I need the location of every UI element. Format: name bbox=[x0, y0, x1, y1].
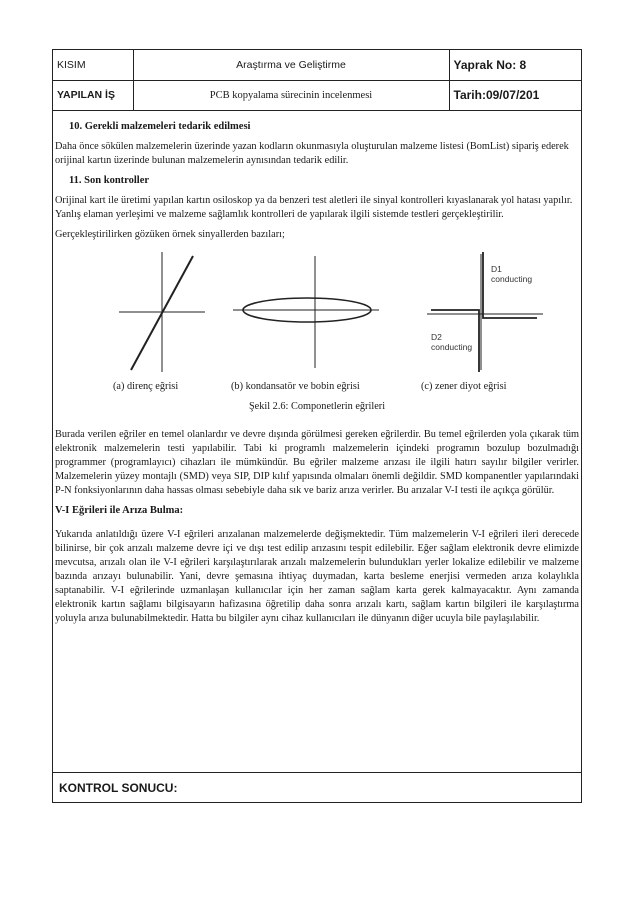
caption-b: (b) kondansatör ve bobin eğrisi bbox=[231, 381, 360, 392]
caption-c: (c) zener diyot eğrisi bbox=[421, 381, 507, 392]
resistor-curve-figure bbox=[117, 250, 207, 374]
figure-curves bbox=[55, 250, 579, 380]
section-11-title: 11. Son kontroller bbox=[69, 175, 150, 186]
control-result: KONTROL SONUCU: bbox=[53, 772, 581, 802]
section-10-title: 10. Gerekli malzemeleri tedarik edilmesi bbox=[69, 121, 251, 132]
d2-label: D2 bbox=[431, 332, 442, 342]
header-table bbox=[53, 50, 581, 111]
d1-sub: conducting bbox=[491, 274, 533, 284]
section-11-text: Orijinal kart ile üretimi yapılan kartın osiloskop ya da benzeri test aletleri ile sinyal kontrolleri kıyaslanarak yol hatası yapılır. Yanlış elaman yerleşimi ve malzeme sağlamlık kontrolleri de yapılarak ilgili sistemde testleri gerçekleştirilir. bbox=[55, 195, 573, 220]
body-paragraph-2: Yukarıda anlatıldığı üzere V-I eğrileri arızalanan malzemelerde değişmektedir. Tüm malzemelerin V-I eğrileri ileri derecede bilinirse, bir çok arızalı malzeme devre içi ve dışı test edilip arızasını tespit edilebilir. Eğer sağlam elektronik devre elimizde mevcutsa, arızalı olan ile V-I eğrileri karşılaştırılarak arızalı malzemelerin bulundukları yerler lokalize edilebilir ve malzeme bazında arızayı bulunabilir. Yani, devre şemasına ihtiyaç duymadan, karta besleme enerjisi vermeden arıza kolaylıkla saptanabilir. V-I eğrilerinde uzmanlaşan kullanıcılar için her zaman sağlam karta gerek kalmayacaktır. Aynı zamanda elektronik kartın sağlamı bilgisayarın hafizasına öğretilip daha sonra arızalı kartı, sağlam kartın bilgileri ile karşılaştırma yoluyla arıza bulunabilmektedir. Hatta bu bilgiler aynı cihaz kullanıcıları ile dünyanın diğer ucuyla bile paylaşılabilir. bbox=[55, 529, 579, 624]
caption-a: (a) direnç eğrisi bbox=[113, 381, 179, 392]
d2-sub: conducting bbox=[431, 342, 473, 352]
kisim-label: KISIM bbox=[53, 50, 133, 80]
body-paragraph-1: Burada verilen eğriler en temel olanlardır ve devre dışında görülmesi gereken eğrilerdir. Bu temel eğrilerden yola çıkarak tüm elektronik malzemelerin testi yapılabilir. Tabi ki programlı malzemelerin içindeki programın bozulup bozulmadığı programmer (programlayıcı) cihazları ile mümkündür. Bu eğriler malzeme arızası ile ilgili hatırı sayılır bilgiler verirler. Malzemelerin yüzey montajlı (SMD) veya SIP, DIP kılıf yapısında olmaları önemli değildir. SMD kompanentler yapılarındaki P-N fonksiyonlarının daha hassas olması sebebiyle daha sık ve bariz arıza verirler. Bu arızalar V-I testi ile açıkça görülür. bbox=[55, 429, 579, 496]
zener-curve-figure bbox=[425, 250, 545, 374]
section-10-text: Daha önce sökülen malzemelerin üzerinde yazan kodların okunmasıyla oluşturulan malzeme listesi (BomList) sipariş ederek orijinal kartın üzerinde bulunan malzemelerin aynısından tedarik edilir. bbox=[55, 141, 569, 166]
content bbox=[55, 120, 579, 632]
yapilan-value: PCB kopyalama sürecinin incelenmesi bbox=[133, 80, 449, 110]
figure-title: Şekil 2.6: Componetlerin eğrileri bbox=[248, 401, 386, 412]
capacitor-curve-figure bbox=[231, 250, 381, 374]
tarih: Tarih:09/07/201 bbox=[449, 80, 581, 110]
kisim-value: Araştırma ve Geliştirme bbox=[133, 50, 449, 80]
d1-label: D1 bbox=[491, 264, 502, 274]
section-11-text2: Gerçekleştirilirken gözüken örnek sinyallerden bazıları; bbox=[55, 229, 285, 240]
document-page bbox=[52, 49, 582, 803]
yapilan-label: YAPILAN İŞ bbox=[53, 80, 133, 110]
vi-section-title: V-I Eğrileri ile Arıza Bulma: bbox=[55, 505, 184, 516]
figure-captions bbox=[55, 380, 579, 396]
yaprak-no: Yaprak No: 8 bbox=[449, 50, 581, 80]
